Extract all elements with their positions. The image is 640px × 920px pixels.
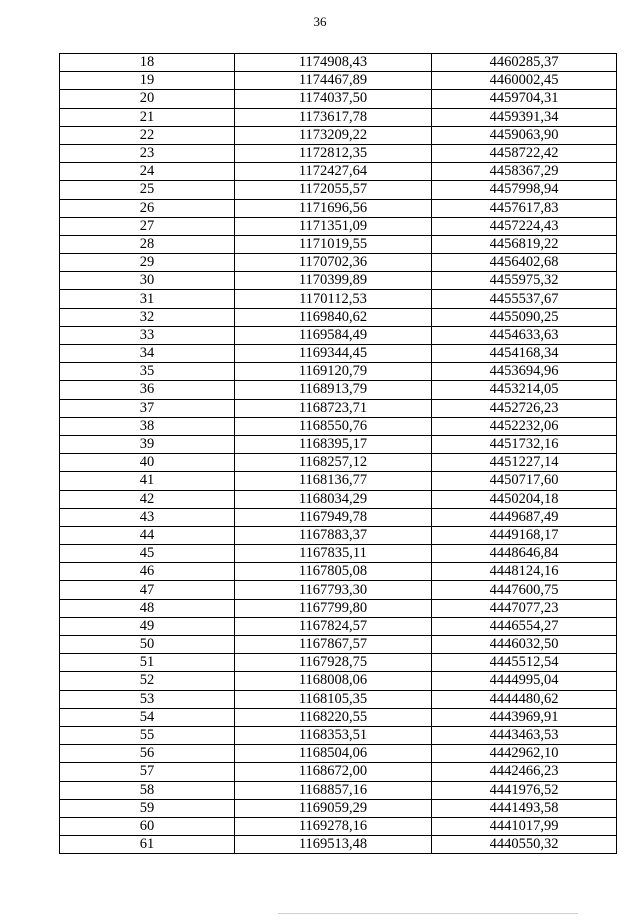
x-coordinate-cell: 1168913,79 xyxy=(235,381,432,399)
y-coordinate-cell: 4451227,14 xyxy=(432,454,617,472)
y-coordinate-cell: 4453694,96 xyxy=(432,363,617,381)
x-coordinate-cell: 1172812,35 xyxy=(235,144,432,162)
point-number-cell: 21 xyxy=(60,108,235,126)
point-number-cell: 42 xyxy=(60,490,235,508)
table-row xyxy=(60,526,617,544)
y-coordinate-cell: 4446032,50 xyxy=(432,636,617,654)
table-row xyxy=(60,745,617,763)
table-row xyxy=(60,617,617,635)
point-number-cell: 29 xyxy=(60,254,235,272)
y-coordinate-cell: 4454168,34 xyxy=(432,345,617,363)
x-coordinate-cell: 1171019,55 xyxy=(235,235,432,253)
point-number-cell: 35 xyxy=(60,363,235,381)
y-coordinate-cell: 4459704,31 xyxy=(432,90,617,108)
y-coordinate-cell: 4449687,49 xyxy=(432,508,617,526)
y-coordinate-cell: 4447077,23 xyxy=(432,599,617,617)
point-number-cell: 54 xyxy=(60,708,235,726)
point-number-cell: 60 xyxy=(60,817,235,835)
x-coordinate-cell: 1168672,00 xyxy=(235,763,432,781)
x-coordinate-cell: 1169278,16 xyxy=(235,817,432,835)
x-coordinate-cell: 1168504,06 xyxy=(235,745,432,763)
y-coordinate-cell: 4458367,29 xyxy=(432,163,617,181)
y-coordinate-cell: 4460285,37 xyxy=(432,54,617,72)
table-row xyxy=(60,672,617,690)
point-number-cell: 46 xyxy=(60,563,235,581)
coordinates-table xyxy=(59,53,617,854)
y-coordinate-cell: 4441976,52 xyxy=(432,781,617,799)
x-coordinate-cell: 1168257,12 xyxy=(235,454,432,472)
point-number-cell: 61 xyxy=(60,836,235,854)
point-number-cell: 36 xyxy=(60,381,235,399)
table-row xyxy=(60,454,617,472)
y-coordinate-cell: 4443463,53 xyxy=(432,726,617,744)
table-row xyxy=(60,381,617,399)
y-coordinate-cell: 4440550,32 xyxy=(432,836,617,854)
table-row xyxy=(60,308,617,326)
table-row xyxy=(60,72,617,90)
point-number-cell: 52 xyxy=(60,672,235,690)
point-number-cell: 58 xyxy=(60,781,235,799)
x-coordinate-cell: 1174908,43 xyxy=(235,54,432,72)
y-coordinate-cell: 4458722,42 xyxy=(432,144,617,162)
y-coordinate-cell: 4455975,32 xyxy=(432,272,617,290)
table-row xyxy=(60,326,617,344)
table-row xyxy=(60,690,617,708)
table-row xyxy=(60,254,617,272)
x-coordinate-cell: 1168353,51 xyxy=(235,726,432,744)
point-number-cell: 44 xyxy=(60,526,235,544)
point-number-cell: 56 xyxy=(60,745,235,763)
table-row xyxy=(60,435,617,453)
y-coordinate-cell: 4456819,22 xyxy=(432,235,617,253)
table-row xyxy=(60,399,617,417)
x-coordinate-cell: 1171696,56 xyxy=(235,199,432,217)
point-number-cell: 25 xyxy=(60,181,235,199)
y-coordinate-cell: 4448124,16 xyxy=(432,563,617,581)
x-coordinate-cell: 1174467,89 xyxy=(235,72,432,90)
x-coordinate-cell: 1168395,17 xyxy=(235,435,432,453)
x-coordinate-cell: 1170399,89 xyxy=(235,272,432,290)
y-coordinate-cell: 4450204,18 xyxy=(432,490,617,508)
table-row xyxy=(60,636,617,654)
y-coordinate-cell: 4455090,25 xyxy=(432,308,617,326)
table-row xyxy=(60,545,617,563)
point-number-cell: 57 xyxy=(60,763,235,781)
point-number-cell: 45 xyxy=(60,545,235,563)
point-number-cell: 23 xyxy=(60,144,235,162)
x-coordinate-cell: 1167793,30 xyxy=(235,581,432,599)
x-coordinate-cell: 1173209,22 xyxy=(235,126,432,144)
y-coordinate-cell: 4442962,10 xyxy=(432,745,617,763)
y-coordinate-cell: 4451732,16 xyxy=(432,435,617,453)
x-coordinate-cell: 1169344,45 xyxy=(235,345,432,363)
table-row xyxy=(60,126,617,144)
table-row xyxy=(60,163,617,181)
y-coordinate-cell: 4441493,58 xyxy=(432,799,617,817)
y-coordinate-cell: 4456402,68 xyxy=(432,254,617,272)
point-number-cell: 38 xyxy=(60,417,235,435)
y-coordinate-cell: 4444995,04 xyxy=(432,672,617,690)
point-number-cell: 28 xyxy=(60,235,235,253)
x-coordinate-cell: 1172055,57 xyxy=(235,181,432,199)
table-row xyxy=(60,181,617,199)
point-number-cell: 26 xyxy=(60,199,235,217)
x-coordinate-cell: 1174037,50 xyxy=(235,90,432,108)
point-number-cell: 37 xyxy=(60,399,235,417)
y-coordinate-cell: 4460002,45 xyxy=(432,72,617,90)
point-number-cell: 43 xyxy=(60,508,235,526)
table-row xyxy=(60,708,617,726)
table-row xyxy=(60,235,617,253)
y-coordinate-cell: 4452726,23 xyxy=(432,399,617,417)
table-row xyxy=(60,599,617,617)
table-row xyxy=(60,417,617,435)
x-coordinate-cell: 1170702,36 xyxy=(235,254,432,272)
point-number-cell: 24 xyxy=(60,163,235,181)
x-coordinate-cell: 1172427,64 xyxy=(235,163,432,181)
point-number-cell: 27 xyxy=(60,217,235,235)
y-coordinate-cell: 4455537,67 xyxy=(432,290,617,308)
y-coordinate-cell: 4452232,06 xyxy=(432,417,617,435)
x-coordinate-cell: 1167799,80 xyxy=(235,599,432,617)
y-coordinate-cell: 4450717,60 xyxy=(432,472,617,490)
point-number-cell: 48 xyxy=(60,599,235,617)
table-row xyxy=(60,781,617,799)
table-row xyxy=(60,581,617,599)
point-number-cell: 19 xyxy=(60,72,235,90)
table-row xyxy=(60,799,617,817)
point-number-cell: 32 xyxy=(60,308,235,326)
x-coordinate-cell: 1169059,29 xyxy=(235,799,432,817)
y-coordinate-cell: 4445512,54 xyxy=(432,654,617,672)
point-number-cell: 55 xyxy=(60,726,235,744)
table-row xyxy=(60,726,617,744)
bottom-divider xyxy=(278,913,578,914)
point-number-cell: 30 xyxy=(60,272,235,290)
table-row xyxy=(60,345,617,363)
x-coordinate-cell: 1168008,06 xyxy=(235,672,432,690)
point-number-cell: 40 xyxy=(60,454,235,472)
point-number-cell: 47 xyxy=(60,581,235,599)
table-row xyxy=(60,508,617,526)
x-coordinate-cell: 1169120,79 xyxy=(235,363,432,381)
table-row xyxy=(60,817,617,835)
point-number-cell: 53 xyxy=(60,690,235,708)
point-number-cell: 20 xyxy=(60,90,235,108)
page-number: 36 xyxy=(313,14,327,29)
x-coordinate-cell: 1168105,35 xyxy=(235,690,432,708)
table-row xyxy=(60,290,617,308)
point-number-cell: 22 xyxy=(60,126,235,144)
table-row xyxy=(60,108,617,126)
point-number-cell: 51 xyxy=(60,654,235,672)
x-coordinate-cell: 1167883,37 xyxy=(235,526,432,544)
x-coordinate-cell: 1169840,62 xyxy=(235,308,432,326)
x-coordinate-cell: 1170112,53 xyxy=(235,290,432,308)
x-coordinate-cell: 1173617,78 xyxy=(235,108,432,126)
point-number-cell: 49 xyxy=(60,617,235,635)
table-row xyxy=(60,763,617,781)
table-row xyxy=(60,363,617,381)
x-coordinate-cell: 1169584,49 xyxy=(235,326,432,344)
table-row xyxy=(60,490,617,508)
table-row xyxy=(60,654,617,672)
x-coordinate-cell: 1168220,55 xyxy=(235,708,432,726)
table-row xyxy=(60,90,617,108)
coordinates-table-body xyxy=(60,54,617,854)
table-row xyxy=(60,836,617,854)
point-number-cell: 33 xyxy=(60,326,235,344)
y-coordinate-cell: 4447600,75 xyxy=(432,581,617,599)
point-number-cell: 34 xyxy=(60,345,235,363)
x-coordinate-cell: 1167949,78 xyxy=(235,508,432,526)
table-row xyxy=(60,217,617,235)
y-coordinate-cell: 4449168,17 xyxy=(432,526,617,544)
point-number-cell: 18 xyxy=(60,54,235,72)
x-coordinate-cell: 1168857,16 xyxy=(235,781,432,799)
x-coordinate-cell: 1167824,57 xyxy=(235,617,432,635)
y-coordinate-cell: 4457617,83 xyxy=(432,199,617,217)
x-coordinate-cell: 1168136,77 xyxy=(235,472,432,490)
x-coordinate-cell: 1169513,48 xyxy=(235,836,432,854)
point-number-cell: 50 xyxy=(60,636,235,654)
y-coordinate-cell: 4457224,43 xyxy=(432,217,617,235)
table-row xyxy=(60,199,617,217)
x-coordinate-cell: 1171351,09 xyxy=(235,217,432,235)
point-number-cell: 41 xyxy=(60,472,235,490)
table-row xyxy=(60,472,617,490)
y-coordinate-cell: 4453214,05 xyxy=(432,381,617,399)
point-number-cell: 31 xyxy=(60,290,235,308)
point-number-cell: 59 xyxy=(60,799,235,817)
x-coordinate-cell: 1167835,11 xyxy=(235,545,432,563)
y-coordinate-cell: 4441017,99 xyxy=(432,817,617,835)
y-coordinate-cell: 4448646,84 xyxy=(432,545,617,563)
x-coordinate-cell: 1167928,75 xyxy=(235,654,432,672)
y-coordinate-cell: 4443969,91 xyxy=(432,708,617,726)
x-coordinate-cell: 1168550,76 xyxy=(235,417,432,435)
table-row xyxy=(60,272,617,290)
y-coordinate-cell: 4457998,94 xyxy=(432,181,617,199)
x-coordinate-cell: 1168034,29 xyxy=(235,490,432,508)
point-number-cell: 39 xyxy=(60,435,235,453)
y-coordinate-cell: 4444480,62 xyxy=(432,690,617,708)
y-coordinate-cell: 4459391,34 xyxy=(432,108,617,126)
y-coordinate-cell: 4454633,63 xyxy=(432,326,617,344)
table-row xyxy=(60,54,617,72)
y-coordinate-cell: 4459063,90 xyxy=(432,126,617,144)
y-coordinate-cell: 4446554,27 xyxy=(432,617,617,635)
x-coordinate-cell: 1167805,08 xyxy=(235,563,432,581)
x-coordinate-cell: 1168723,71 xyxy=(235,399,432,417)
table-row xyxy=(60,144,617,162)
x-coordinate-cell: 1167867,57 xyxy=(235,636,432,654)
y-coordinate-cell: 4442466,23 xyxy=(432,763,617,781)
table-row xyxy=(60,563,617,581)
